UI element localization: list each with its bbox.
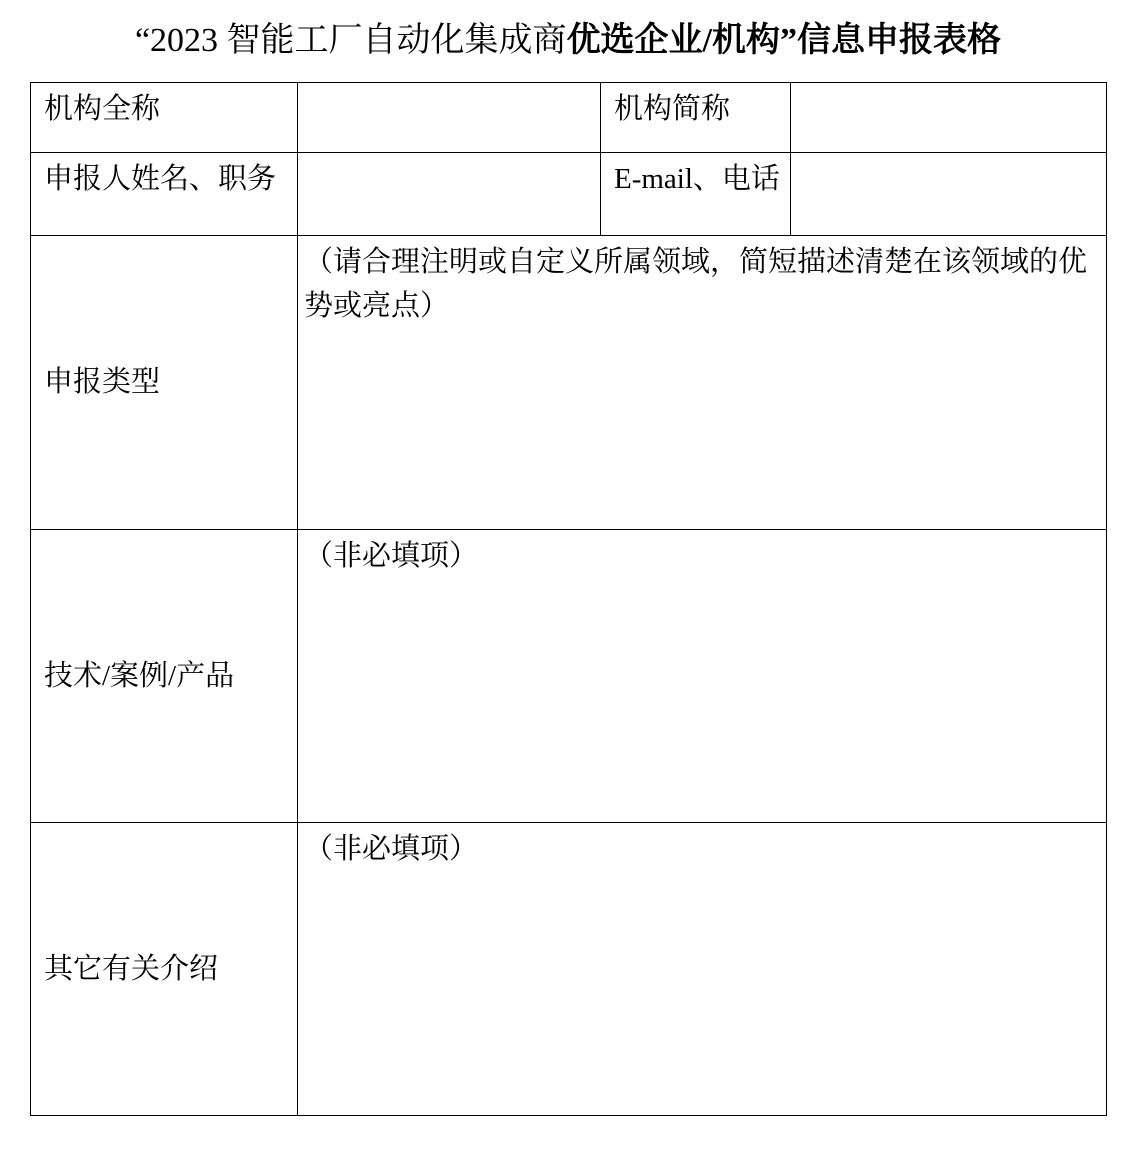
table-row-org-names [31,83,1107,153]
tech-case-product-hint: （非必填项） [304,540,479,572]
applicant-name-title-field[interactable] [298,153,601,236]
document-page [0,17,1136,1156]
application-type-field[interactable] [298,236,1107,530]
other-introduction-hint: （非必填项） [304,833,479,865]
page-title-bold-segment: 优选企业/机构”信息申报表格 [566,22,1002,59]
org-full-name-label: 机构全称 [31,83,298,153]
email-phone-label: E-mail、电话 [601,153,791,236]
application-form-table [30,82,1107,1116]
org-short-name-label: 机构简称 [601,83,791,153]
tech-case-product-label: 技术/案例/产品 [31,530,298,823]
tech-case-product-field[interactable] [298,530,1107,823]
other-introduction-label: 其它有关介绍 [31,823,298,1116]
applicant-name-title-label: 申报人姓名、职务 [31,153,298,236]
table-row-other-introduction [31,823,1107,1116]
table-row-application-type [31,236,1107,530]
email-phone-field[interactable] [791,153,1107,236]
other-introduction-field[interactable] [298,823,1107,1116]
application-type-label: 申报类型 [31,236,298,530]
application-type-hint: （请合理注明或自定义所属领域，简短描述清楚在该领域的优势或亮点） [304,246,1088,322]
table-row-applicant-contact [31,153,1107,236]
page-title [0,17,1136,64]
org-full-name-field[interactable] [298,83,601,153]
org-short-name-field[interactable] [791,83,1107,153]
page-title-regular-segment: “2023 智能工厂自动化集成商 [134,22,567,59]
table-row-tech-case-product [31,530,1107,823]
